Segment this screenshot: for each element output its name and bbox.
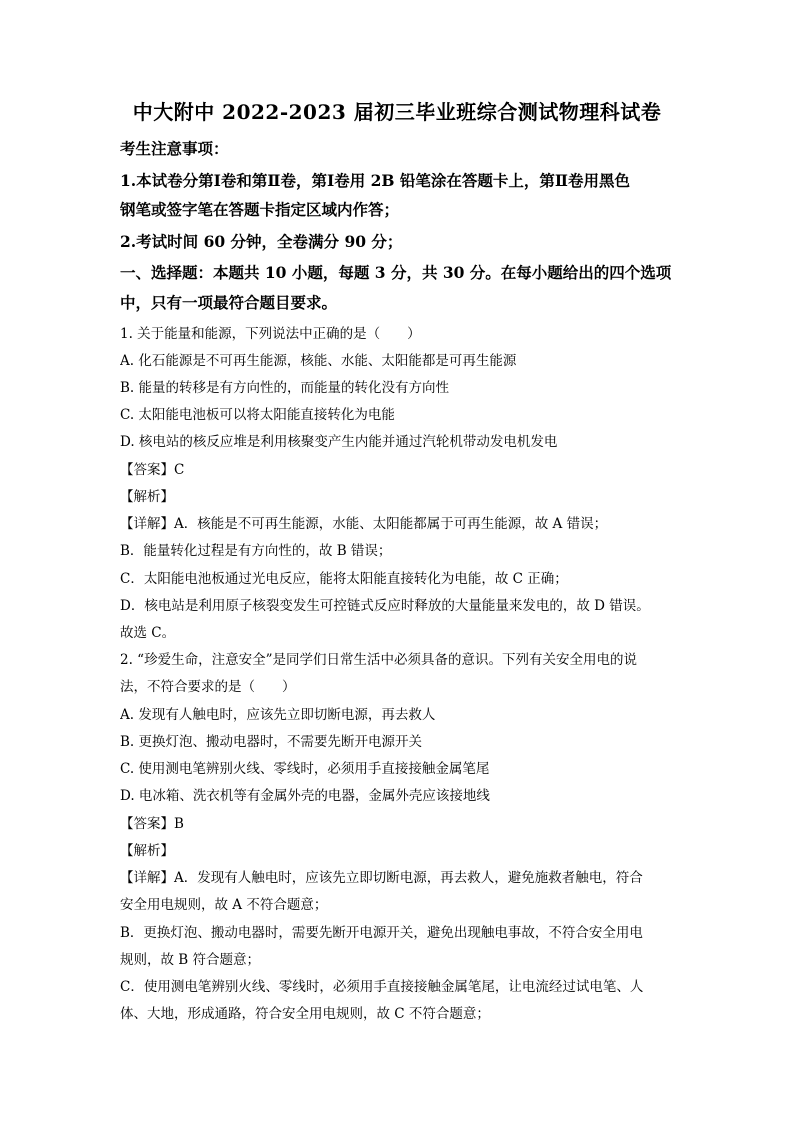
q1-conclusion: 故选 C。: [120, 625, 176, 641]
q2-analysis-label: 【解析】: [120, 843, 174, 859]
q2-option-c: C. 使用测电笔辨别火线、零线时，必须用手直接接触金属笔尾: [120, 761, 490, 777]
q2-detail-b-line-2: 规则，故 B 符合题意；: [120, 952, 261, 968]
q1-detail-c: C．太阳能电池板通过光电反应，能将太阳能直接转化为电能，故 C 正确；: [120, 571, 568, 587]
q2-option-a: A. 发现有人触电时，应该先立即切断电源，再去救人: [120, 707, 436, 723]
q1-stem: 1. 关于能量和能源，下列说法中正确的是（ ）: [120, 326, 421, 342]
q2-answer: 【答案】B: [120, 816, 184, 832]
q1-option-c: C. 太阳能电池板可以将太阳能直接转化为电能: [120, 407, 395, 423]
notice-item-1-line-2: 钢笔或签字笔在答题卡指定区域内作答；: [120, 200, 400, 219]
q2-detail-a-line-1: 【详解】A．发现有人触电时，应该先立即切断电源，再去救人，避免施救者触电，符合: [120, 870, 643, 886]
q1-detail-d: D．核电站是利用原子核裂变发生可控链式反应时释放的大量能量来发电的，故 D 错误。: [120, 598, 650, 614]
q1-option-d: D. 核电站的核反应堆是利用核聚变产生内能并通过汽轮机带动发电机发电: [120, 434, 558, 450]
section-1-heading-line-1: 一、选择题：本题共 10 小题，每题 3 分，共 30 分。在每小题给出的四个选项: [120, 263, 672, 282]
q1-detail-a: 【详解】A．核能是不可再生能源，水能、太阳能都属于可再生能源，故 A 错误；: [120, 516, 608, 532]
q2-stem-line-2: 法，不符合要求的是（ ）: [120, 679, 296, 695]
q2-detail-c-line-1: C．使用测电笔辨别火线、零线时，必须用手直接接触金属笔尾，让电流经过试电笔、人: [120, 979, 644, 995]
page-title: 中大附中 2022-2023 届初三毕业班综合测试物理科试卷: [132, 100, 662, 124]
q1-detail-b: B．能量转化过程是有方向性的，故 B 错误；: [120, 543, 392, 559]
q1-option-a: A. 化石能源是不可再生能源，核能、水能、太阳能都是可再生能源: [120, 353, 517, 369]
q1-answer: 【答案】C: [120, 462, 185, 478]
q2-detail-b-line-1: B．更换灯泡、搬动电器时，需要先断开电源开关，避免出现触电事故，不符合安全用电: [120, 925, 643, 941]
q2-detail-a-line-2: 安全用电规则，故 A 不符合题意；: [120, 897, 328, 913]
q2-detail-c-line-2: 体、大地，形成通路，符合安全用电规则，故 C 不符合题意；: [120, 1006, 490, 1022]
section-1-heading-line-2: 中，只有一项最符合题目要求。: [120, 293, 338, 312]
notice-heading: 考生注意事项：: [120, 139, 229, 158]
q1-option-b: B. 能量的转移是有方向性的，而能量的转化没有方向性: [120, 380, 450, 396]
notice-item-1-line-1: 1.本试卷分第Ⅰ卷和第Ⅱ卷，第Ⅰ卷用 2B 铅笔涂在答题卡上，第Ⅱ卷用黑色: [120, 171, 630, 190]
q2-option-d: D. 电冰箱、洗衣机等有金属外壳的电器，金属外壳应该接地线: [120, 788, 490, 804]
notice-item-2: 2.考试时间 60 分钟，全卷满分 90 分；: [120, 232, 403, 251]
q2-option-b: B. 更换灯泡、搬动电器时，不需要先断开电源开关: [120, 734, 423, 750]
q1-analysis-label: 【解析】: [120, 489, 174, 505]
q2-stem-line-1: 2. “珍爱生命，注意安全”是同学们日常生活中必须具备的意识。下列有关安全用电的说: [120, 652, 637, 668]
